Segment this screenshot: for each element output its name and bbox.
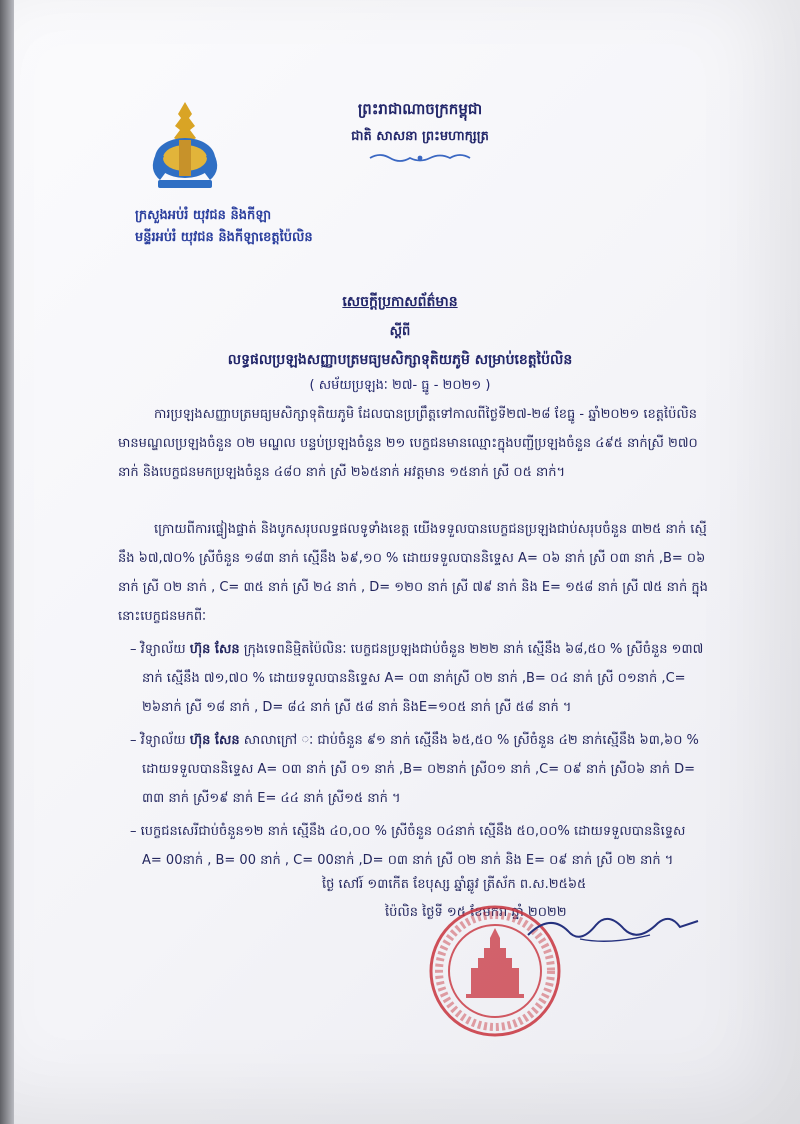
school-prefix: វិទ្យាល័យ (140, 642, 190, 657)
about-label: ស្តីពី (389, 324, 411, 339)
announcement-title-block (150, 292, 650, 396)
list-item (118, 817, 708, 875)
school-result-text: បេក្ខជនសេរីជាប់ចំនួន១២ នាក់ ស្មើនឹង ៤០,០០ % ស្រីចំនួន ០៤នាក់ ស្មើនឹង ៥០,០០% ដោយទទួលបាននិទ្ទេស A= 00នាក់ , B= 00 នាក់ , C= 00នាក់ ,D= ០៣ នាក់ ស្រី ០២ នាក់ និង E= ០៩ នាក់ ស្រី ០២ នាក់ ។ (140, 824, 686, 868)
school-result-text: ក្រុងទេពនិម្មិតប៉ៃលិនៈ បេក្ខជនប្រឡងជាប់ចំនួន ២២២ នាក់ ស្មើនឹង ៦៨,៥០ % ស្រីចំនួន ១៣៧ នាក់ ស្មើនឹង ៧១,៧០ % ដោយទទួលបាននិទ្ទេស A= ០៣ នាក់ស្រី ០២ នាក់ ,B= ០៤ នាក់ ស្រី ០១នាក់ ,C= ២៦នាក់ ស្រី ១៨ នាក់ , D= ៨៤ នាក់ ស្រី ៥៨ នាក់ និងE=១០៥ នាក់ ស្រី ៥៨ នាក់ ។ (142, 642, 704, 715)
school-result-text: សាលាក្រៅ ៈ ជាប់ចំនួន ៩១ នាក់ ស្មើនឹង ៦៥,៥០ % ស្រីចំនួន ៤២ នាក់ស្មើនឹង ៦៣,៦០ % ដោយទទួលបាននិទ្ទេស A= ០៣ នាក់ ស្រី ០១ នាក់ ,B= ០២នាក់ ស្រី០១ នាក់ ,C= ០៩ នាក់ ស្រី០៦ នាក់ D= ៣៣ នាក់ ស្រី១៩ នាក់ E= ៤៤ នាក់ ស្រី១៥ នាក់ ។ (142, 733, 699, 806)
school-prefix: វិទ្យាល័យ (140, 733, 190, 748)
page-shadow-edge (0, 0, 14, 1124)
signature-icon (520, 905, 710, 950)
list-dash: – (130, 733, 137, 748)
ministry-block (135, 205, 313, 249)
school-name: ហ៊ុន សែន (189, 733, 240, 748)
kingdom-header (300, 100, 540, 169)
lunar-date: ថ្ងៃ សៅរ៍ ១៣កើត ខែបុស្ស ឆ្នាំឆ្លូវ ត្រីស័ក ព.ស.២៥៦៥ (322, 877, 587, 892)
kingdom-name: ព្រះរាជាណាចក្រកម្ពុជា (357, 100, 483, 118)
list-dash: – (130, 824, 137, 839)
announcement-subject: លទ្ធផលប្រឡងសញ្ញាបត្រមធ្យមសិក្សាទុតិយភូមិ សម្រាប់ខេត្តប៉ៃលិន (227, 352, 573, 368)
department-name: មន្ទីរអប់រំ យុវជន និងកីឡាខេត្តប៉ៃលិន (135, 230, 313, 245)
list-dash: – (130, 642, 137, 657)
place-and-date: ប៉ៃលិន ថ្ងៃទី ១៥ ខែមករា ឆ្នាំ ២០២២ (385, 905, 567, 920)
list-item (118, 635, 708, 722)
school-results-list (118, 635, 708, 879)
ministry-name: ក្រសួងអប់រំ យុវជន និងកីឡា (135, 208, 272, 223)
national-motto: ជាតិ សាសនា ព្រះមហាក្សត្រ (351, 129, 489, 144)
paragraph-exam-overview: ការប្រឡងសញ្ញាបត្រមធ្យមសិក្សាទុតិយភូមិ ដែលបានប្រព្រឹត្តទៅកាលពីថ្ងៃទី២៧-២៨ ខែធ្នូ - ឆ្នាំ២០២១ ខេត្តប៉ៃលិន មានមណ្ឌលប្រឡងចំនួន ០២ មណ្ឌល បន្ទប់ប្រឡងចំនួន ២១ បេក្ខជនមានឈ្មោះក្នុងបញ្ជីប្រឡងចំនួន ៤៩៥ នាក់ស្រី ២៧០ នាក់ និងបេក្ខជនមកប្រឡងចំនួន ៤៨០ នាក់ ស្រី ២៦៥នាក់ អវត្តមាន ១៥នាក់ ស្រី ០៥ នាក់។ (118, 407, 698, 480)
ornament-divider-icon (365, 151, 475, 165)
announcement-heading: សេចក្តីប្រកាសព័ត៌មាន (342, 294, 458, 310)
paragraph-overall-results: ក្រោយពីការផ្ទៀងផ្ទាត់ និងបូកសរុបលទ្ធផលទូទាំងខេត្ត យើងទទួលបានបេក្ខជនប្រឡងជាប់សរុបចំនួន ៣២៥ នាក់ ស្មើនឹង ៦៧,៧០% ស្រីចំនួន ១៨៣ នាក់ ស្មើនឹង ៦៩,១០ % ដោយទទួលបាននិទ្ទេស A= ០៦ នាក់ ស្រី ០៣ នាក់ ,B= ០៦ នាក់ ស្រី ០២ នាក់ , C= ៣៥ នាក់ ស្រី ២៤ នាក់ , D= ១២០ នាក់ ស្រី ៧៩ នាក់ និង E= ១៥៨ នាក់ ស្រី ៧៥ នាក់ ក្នុងនោះបេក្ខជនមកពីៈ (118, 522, 708, 624)
list-item (118, 726, 708, 813)
ministry-logo (146, 100, 224, 196)
exam-session: ( សម័យប្រឡងៈ ២៧- ធ្នូ - ២០២១ ) (309, 378, 491, 393)
school-name: ហ៊ុន សែន (189, 642, 240, 657)
